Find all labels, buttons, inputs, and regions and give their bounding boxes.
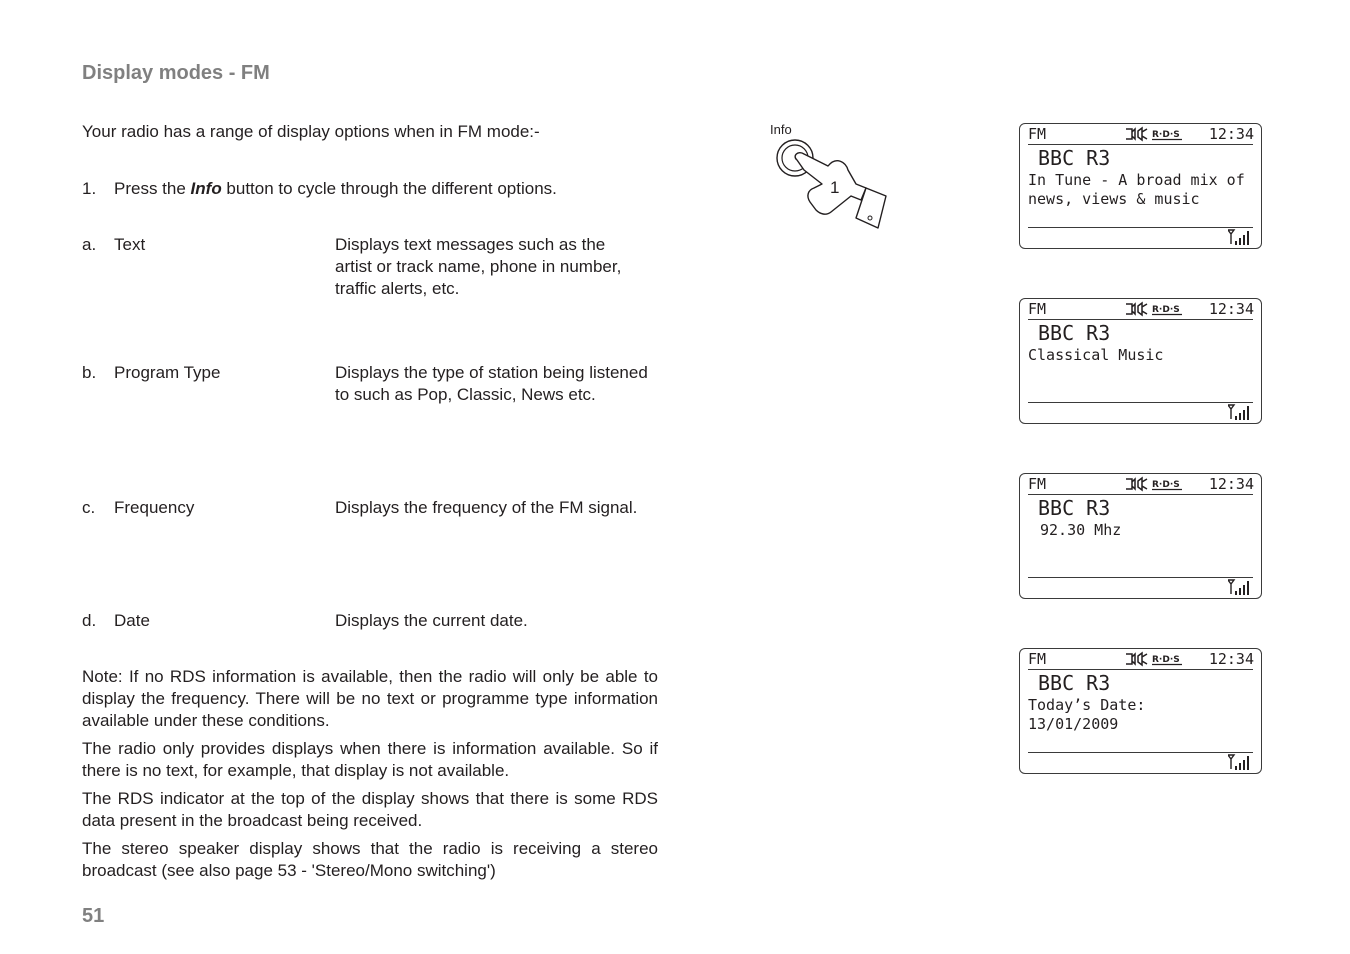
band-label: FM <box>1028 125 1047 143</box>
step-text: Press the Info button to cycle through the different options. <box>114 179 557 198</box>
radio-display-text <box>1019 123 1262 249</box>
rds-indicator <box>1125 651 1185 667</box>
display-info: In Tune - A broad mix of news, views & music <box>1028 171 1245 208</box>
svg-text:R·D·S: R·D·S <box>1152 305 1180 315</box>
step-number: 1. <box>82 179 97 198</box>
stereo-speaker-icon <box>1126 128 1147 140</box>
display-info: 92.30 Mhz <box>1040 521 1122 539</box>
svg-text:R·D·S: R·D·S <box>1152 480 1180 490</box>
pressing-hand-icon <box>795 153 886 228</box>
rds-icon <box>1152 305 1182 315</box>
stereo-speaker-icon <box>1126 303 1147 315</box>
option-letter: b. <box>82 363 97 382</box>
divider <box>1028 402 1253 403</box>
station-name: BBC R3 <box>1038 321 1111 345</box>
rds-icon <box>1152 480 1182 490</box>
band-label: FM <box>1028 300 1047 318</box>
option-description: Displays the type of station being listened to such as Pop, Classic, News etc. <box>335 363 648 404</box>
divider <box>1028 494 1253 495</box>
rds-indicator <box>1125 126 1185 142</box>
rds-icon <box>1152 130 1182 140</box>
page-number: 51 <box>82 905 105 927</box>
svg-text:R·D·S: R·D·S <box>1152 655 1180 665</box>
note-paragraph: The RDS indicator at the top of the display shows that there is some RDS data present in the broadcast being received. <box>82 789 658 830</box>
option-name: Date <box>114 611 150 630</box>
radio-display-date <box>1019 648 1262 774</box>
divider <box>1028 752 1253 753</box>
signal-strength-icon <box>1228 579 1252 595</box>
option-letter: d. <box>82 611 97 630</box>
clock: 12:34 <box>1208 300 1254 318</box>
station-name: BBC R3 <box>1038 496 1111 520</box>
radio-display-program-type <box>1019 298 1262 424</box>
stereo-speaker-icon <box>1126 478 1147 490</box>
signal-strength-icon <box>1228 754 1252 770</box>
clock: 12:34 <box>1208 475 1254 493</box>
signal-strength-icon <box>1228 404 1252 420</box>
note-paragraph: The stereo speaker display shows that the radio is receiving a stereo broadcast (see also page 53 - 'Stereo/Mono switching') <box>82 839 658 880</box>
station-name: BBC R3 <box>1038 146 1111 170</box>
page-title: Display modes - FM <box>82 62 270 84</box>
station-name: BBC R3 <box>1038 671 1111 695</box>
display-info: Classical Music <box>1028 346 1164 364</box>
divider <box>1028 144 1253 145</box>
display-info: Today’s Date: 13/01/2009 <box>1028 696 1146 733</box>
clock: 12:34 <box>1208 650 1254 668</box>
option-letter: a. <box>82 235 97 254</box>
intro-text: Your radio has a range of display options when in FM mode:- <box>82 122 540 141</box>
band-label: FM <box>1028 475 1047 493</box>
option-letter: c. <box>82 498 96 517</box>
divider <box>1028 227 1253 228</box>
divider <box>1028 319 1253 320</box>
signal-strength-icon <box>1228 229 1252 245</box>
info-button-name: Info <box>190 179 222 198</box>
option-description: Displays the frequency of the FM signal. <box>335 498 638 517</box>
option-name: Program Type <box>114 363 221 382</box>
rds-indicator <box>1125 476 1185 492</box>
option-description: Displays the current date. <box>335 611 528 630</box>
clock: 12:34 <box>1208 125 1254 143</box>
divider <box>1028 577 1253 578</box>
option-description: Displays text messages such as the artist or track name, phone in number, traffic alerts, etc. <box>335 235 622 298</box>
press-number: 1 <box>830 178 840 197</box>
note-paragraph: Note: If no RDS information is available, then the radio will only be able to display the frequency. There will be no text or programme type information available under these conditions. <box>82 667 658 730</box>
divider <box>1028 669 1253 670</box>
info-button-label: Info <box>770 122 792 137</box>
svg-text:R·D·S: R·D·S <box>1152 130 1180 140</box>
band-label: FM <box>1028 650 1047 668</box>
stereo-speaker-icon <box>1126 653 1147 665</box>
option-name: Frequency <box>114 498 195 517</box>
note-paragraph: The radio only provides displays when there is information available. So if there is no text, for example, that display is not available. <box>82 739 658 780</box>
rds-icon <box>1152 655 1182 665</box>
option-name: Text <box>114 235 146 254</box>
radio-display-frequency <box>1019 473 1262 599</box>
rds-indicator <box>1125 301 1185 317</box>
